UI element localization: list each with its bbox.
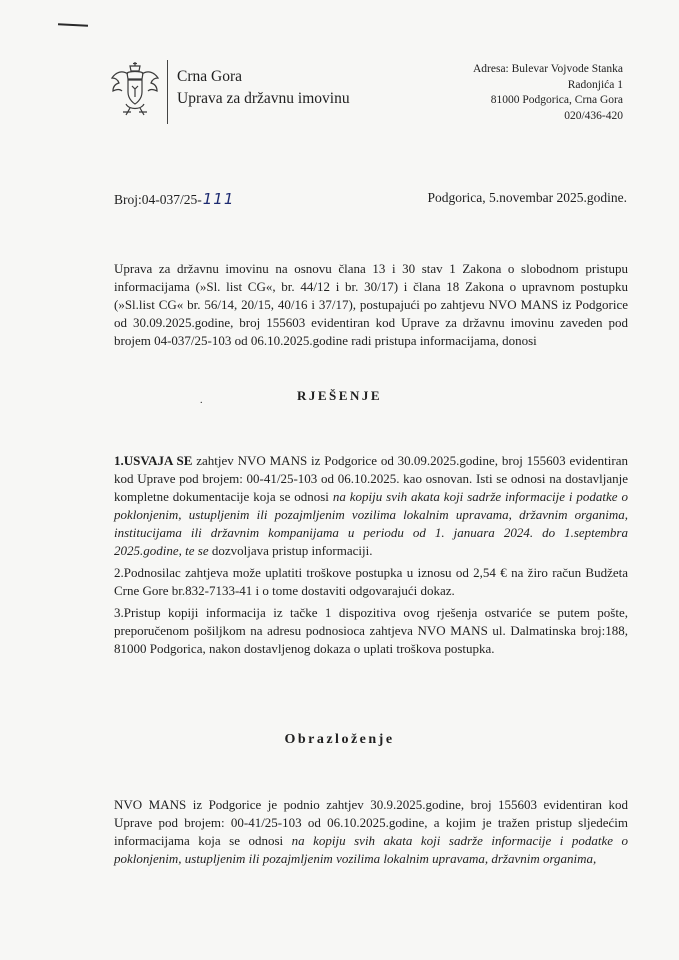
reasoning-paragraph: [114, 796, 628, 868]
item-1-italic: na kopiju svih akata koji sadrže informacije i podatke o poklonjenim, ustupljenim ili pozajmljenim vozilima lokalnim upravama, državnim organima, institucijama ili državnim kompanijama u periodu od 1. januara 2024. do 1.septembra 2025.godine, te se: [114, 489, 628, 558]
decision-item-1: [114, 452, 628, 560]
reference-prefix: Broj:04-037/25-: [114, 192, 202, 207]
item-1-text-a: zahtjev NVO MANS iz Podgorice od 30.09.2025.godine, broj 155603 evidentiran kod Uprave pod brojem: 00-41/25-103 od 06.10.2025. kao osnovan. Isti se odnosi na dostavljanje kompletne dokumentacije koja se odnosi: [114, 453, 628, 504]
address-line: Radonjića 1: [567, 78, 623, 91]
decision-title: RJEŠENJE: [296, 388, 383, 403]
item-1-text-b: dozvoljava pristup informaciji.: [208, 543, 373, 558]
intro-paragraph: Uprava za državnu imovinu na osnovu člana 13 i 30 stav 1 Zakona o slobodnom pristupu informacijama (»Sl. list CG«, br. 44/12 i br. 30/17) i člana 18 Zakona o upravnom postupku (»Sl.list CG« br. 56/14, 20/15, 40/16 i 37/17), postupajući po zahtjevu NVO MANS iz Podgorice od 30.09.2025.godine, broj 155603 evidentiran kod Uprave za državnu imovinu zaveden pod brojem 04-037/25-103 od 06.10.2025.godine radi pristupa informacijama, donosi: [114, 261, 628, 348]
decision-item-2: 2.Podnosilac zahtjeva može uplatiti troškove postupka u iznosu od 2,54 € na žiro račun Budžeta Crne Gore br.832-7133-41 i o tome dostaviti odgovarajući dokaz.: [114, 565, 628, 598]
address-line: Adresa: Bulevar Vojvode Stanka: [472, 63, 623, 75]
address-block: [473, 62, 623, 124]
reasoning-text: NVO MANS iz Podgorice je podnio zahtjev 30.9.2025.godine, broj 155603 evidentiran kod Uprave pod brojem: 00-41/25-103 od 06.10.2025.godine, a kojim je tražen pristup sljedećim informacijama koja se odnosi: [114, 797, 628, 848]
agency-name: Uprava za državnu imovinu: [177, 90, 350, 107]
organization-name: [177, 66, 350, 110]
reference-number: [114, 190, 234, 208]
phone-number: 020/436-420: [564, 109, 623, 122]
header-divider: [167, 60, 168, 124]
reasoning-title: Obrazloženje: [284, 732, 395, 747]
handwritten-number: 111: [202, 190, 235, 208]
document-date: Podgorica, 5.novembar 2025.godine.: [427, 190, 627, 205]
coat-of-arms-icon: [108, 60, 162, 118]
decision-item-3: 3.Pristup kopiji informacija iz tačke 1 dispozitiva ovog rješenja ostvariće se putem pošte, preporučenom pošiljkom na adresu podnosioca zahtjeva NVO MANS ul. Dalmatinska broj:188, 81000 Podgorica, nakon dostavljenog dokaza o uplati troškova postupka.: [114, 605, 628, 656]
address-line: 81000 Podgorica, Crna Gora: [490, 94, 623, 106]
country-name: Crna Gora: [177, 68, 242, 85]
pen-mark: [58, 23, 88, 27]
reasoning-italic: na kopiju svih akata koji sadrže informacije i podatke o poklonjenim, ustupljenim ili pozajmljenim vozilima lokalnim upravama, državnim organima,: [114, 833, 628, 866]
item-1-lead: 1.USVAJA SE: [114, 453, 193, 468]
stray-dot: .: [200, 395, 203, 406]
